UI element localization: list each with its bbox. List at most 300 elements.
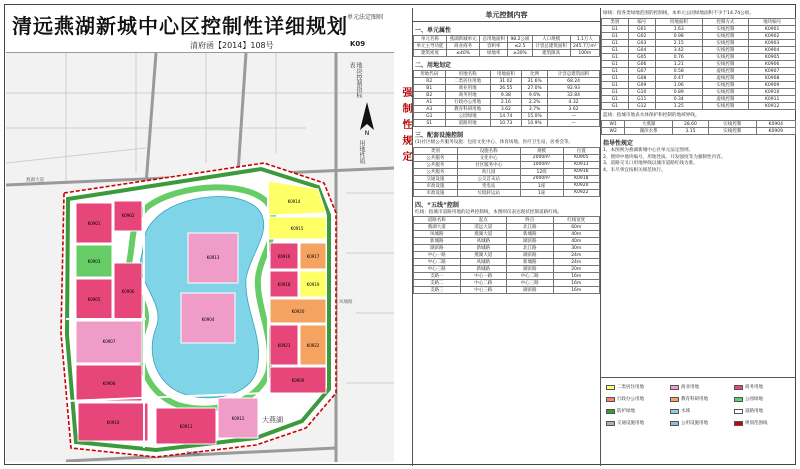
table-cell: 商业用地 [445,85,490,92]
table-cell: 中心二路 [460,280,507,287]
table-cell: 1.1万人 [570,36,599,43]
legend-label: 交通设施用地 [617,421,644,426]
table-row [414,99,600,106]
table-cell: 0.47 [655,75,702,82]
parcel-label: K0903 [87,259,101,264]
table-cell: G06 [628,61,655,68]
table-cell: 3.7% [522,106,548,113]
five-line-note: 红线：指城市道路用地的边界控制线，本图则仅表达现状控制道路红线。 [415,209,563,215]
table-cell: K0910 [749,89,796,96]
table-cell: G1 [602,26,629,33]
table-cell: 商务用地 [445,92,490,99]
table-cell: 实线控制 [702,47,749,54]
table-cell: 社区服务中心 [457,161,520,168]
facility-note: (1)社区级公共服务设施：包括文化中心、体育场地、医疗卫生站、居委会等。 [415,140,574,145]
table-cell: 100m [570,50,599,57]
table-cell: G1 [602,96,629,103]
parcel-label: K0909 [291,378,305,383]
legend-label: 规划范围线 [745,421,768,426]
legend-item [670,384,699,390]
side-note-mid: 用地性质 [358,140,365,164]
table-cell: 燕湖新城单元 [447,36,480,43]
table-cell: 31.6% [522,78,548,85]
road-red-line-table [413,216,600,294]
table-row [414,182,600,189]
parcel-label: K0922 [306,343,320,348]
table-cell: 公共服务 [414,161,458,168]
table-cell: 人口规模 [532,36,570,43]
column-header: 用地面积 [490,71,522,78]
table-cell: 变电站 [457,182,520,189]
table-cell: 10.73 [490,120,522,127]
table-cell: K0918 [563,175,599,182]
unit-attributes-table [413,35,600,57]
legend-swatch [606,421,615,426]
legend-swatch [606,385,615,390]
table-row [414,280,600,287]
table-cell: G11 [628,96,655,103]
table-cell: 2.15 [655,40,702,47]
legend-swatch [670,421,679,426]
table-cell: A3 [414,106,446,113]
column-header: 地块编号 [749,19,796,26]
table-cell: K0908 [749,75,796,82]
table-cell: — [548,113,600,120]
table-cell: 实线控制 [702,89,749,96]
column-header: 用地代码 [414,71,446,78]
parcel-label: K0910 [106,420,120,425]
table-row [414,259,600,266]
legend-item [606,396,644,402]
table-cell: K0901 [749,26,796,33]
parcel-label: K0907 [102,339,116,344]
legend-swatch [734,421,743,426]
table-cell: K0905 [749,54,796,61]
table-cell: G03 [628,40,655,47]
table-cell: 0.58 [655,68,702,75]
road-label: 凤城路 [339,300,353,305]
parcel-label: K0901 [87,221,101,226]
table-cell: 24m [553,252,600,259]
column-header: 道路名称 [414,217,461,224]
table-row [414,238,600,245]
table-cell: 公交首末站 [457,175,520,182]
table-cell: 40m [553,238,600,245]
table-cell: G08 [628,75,655,82]
table-cell: 中心三路 [414,266,461,273]
table-cell: 3.62 [490,106,522,113]
table-cell: K0906 [749,61,796,68]
legend-swatch [670,385,679,390]
table-cell: 实线控制 [702,82,749,89]
table-cell: 245.7万m² [570,43,599,50]
table-cell: S1 [414,120,446,127]
table-cell: 公园绿地 [445,113,490,120]
facility-table [413,147,600,197]
table-cell: 2000m² [520,154,563,161]
table-cell: 湖滨路 [507,287,554,294]
table-cell: 新城路 [507,259,554,266]
table-row [602,26,796,33]
table-cell: 燕湖大道 [460,252,507,259]
table-row [414,120,600,127]
table-row [414,50,600,57]
table-cell: G1 [602,68,629,75]
table-cell: 市政设施 [414,189,458,196]
table-cell: 2.2% [522,99,548,106]
table-cell: G1 [602,54,629,61]
column-header: 设施名称 [457,147,520,154]
parcel-label: K0914 [287,199,301,204]
column-header: 起点 [460,217,507,224]
table-row [602,47,796,54]
table-row [414,106,600,113]
parcel-label: K0902 [121,213,135,218]
table-row [414,85,600,92]
parcel-label: K0921 [277,343,291,348]
blue-line-note: 蓝线：指城市地表水体保护和控制的地域界线。 [603,113,700,118]
table-row [414,175,600,182]
legend-item [734,420,768,426]
table-cell: K0913 [563,161,599,168]
road-label: 燕湖大道 [26,178,44,183]
legend-swatch [606,397,615,402]
table-cell: 10.9% [522,120,548,127]
facility-table-body [414,154,600,196]
table-cell: G12 [628,103,655,110]
table-cell: G1 [602,82,629,89]
table-cell: 9.6% [522,92,548,99]
table-cell: 教育科研用地 [445,106,490,113]
table-cell: 实线控制 [708,121,756,128]
legend-swatch [734,397,743,402]
table-cell: 1.63 [655,26,702,33]
legend-label: 商业用地 [681,385,699,390]
table-cell: K0909 [756,128,795,135]
table-cell: 湖滨路 [507,238,554,245]
column-header: 位置 [563,147,599,154]
unit-code: K09 [350,40,366,48]
side-note-left: 地块控制指标表 [348,62,362,98]
table-cell: 3.15 [672,128,708,135]
parcel-label: K0919 [306,282,320,287]
table-cell: 60m [553,224,600,231]
table-cell: 2.16 [490,99,522,106]
road-label: 新城路 [186,452,200,457]
guidance-note: 2、图则中地块编号、用地性质、开发强度等为强制性内容。 [603,154,726,160]
legend-swatch [734,385,743,390]
lake-label: 大燕湖 [262,416,283,424]
table-cell: W1 [602,121,625,128]
land-use-map[interactable] [6,52,394,462]
column-header: 终点 [507,217,554,224]
table-cell: 建筑限高 [532,50,570,57]
land-use-table-body [414,78,600,127]
table-row [602,75,796,82]
table-header-row [602,19,796,26]
table-cell: 燕湖大道 [414,224,461,231]
table-cell: 实线控制 [702,54,749,61]
table-cell: 20m [553,266,600,273]
legend-item [606,384,644,390]
table-cell: 0.98 [655,33,702,40]
table-row [414,36,600,43]
table-cell: 二类居住用地 [445,78,490,85]
table-cell: 新城路 [414,238,461,245]
table-cell: G1 [602,103,629,110]
table-cell: 1座 [520,189,563,196]
section-land-use: 二、用地划定 [415,62,452,69]
table-cell: 26.55 [490,85,522,92]
column-header: 用地面积 [655,19,702,26]
table-cell: 3.62 [548,106,600,113]
table-cell: 公共服务 [414,154,458,161]
table-row [414,231,600,238]
table-cell: 4.32 [548,99,600,106]
table-cell: 1.21 [655,61,702,68]
table-cell: 30m [553,245,600,252]
table-cell: 建筑密度 [414,50,447,57]
table-cell: K0911 [749,96,796,103]
table-cell: 14.74 [490,113,522,120]
table-cell: 单元主导功能 [414,43,447,50]
table-cell: ≤2.5 [508,43,532,50]
table-cell: 1.25 [655,103,702,110]
table-cell: 新城路 [460,266,507,273]
table-row [414,113,600,120]
plan-title: 清远燕湖新城中心区控制性详细规划 [12,14,348,38]
table-cell: ≥30% [508,50,532,57]
table-cell: 9.38 [490,92,522,99]
table-cell: 16m [553,280,600,287]
table-cell: G1 [602,40,629,47]
green-line-table [601,18,796,110]
table-cell: 1座 [520,182,563,189]
table-row [414,245,600,252]
table-row [602,68,796,75]
table-cell: 凤城路 [414,231,461,238]
control-header: 单元控制内容 [413,8,600,22]
table-cell: 实线控制 [702,40,749,47]
table-cell: K0904 [749,47,796,54]
table-cell: 实线控制 [702,61,749,68]
table-cell: 凤城路 [460,238,507,245]
table-cell: 湖滨水系 [625,128,673,135]
table-cell: 中心二路 [507,273,554,280]
parcel-label: K0918 [277,282,291,287]
legend-label: 水域 [681,409,690,414]
table-cell: 商业商务 [447,43,480,50]
table-cell: G1 [602,33,629,40]
table-row [414,92,600,99]
road-table-body [414,224,600,294]
table-cell: 计容总建筑面积 [532,43,570,50]
legend-swatch [670,397,679,402]
blue-table-body [602,121,796,135]
table-cell: 实线控制 [702,33,749,40]
table-cell: 16m [553,273,600,280]
table-cell: 0.34 [655,96,702,103]
legend-label: 二类居住用地 [617,385,644,390]
table-cell: 实线控制 [708,128,756,135]
parcel-label: K0905 [87,297,101,302]
table-row [602,82,796,89]
table-cell: G04 [628,47,655,54]
table-row [602,121,796,128]
table-cell: K0902 [749,33,796,40]
parcel-label: K0915 [290,226,304,231]
table-cell: R2 [414,78,446,85]
legend-item [670,408,690,414]
table-cell: K0903 [749,40,796,47]
legend-item [670,420,708,426]
column-header: 规模 [520,147,563,154]
table-cell: 道路用地 [445,120,490,127]
table-cell: 单元名称 [414,36,447,43]
land-use-map-svg [6,53,394,462]
table-cell: 支路一 [414,273,461,280]
table-row [414,168,600,175]
table-row [414,154,600,161]
table-cell: 实线控制 [702,103,749,110]
table-cell: 16m [553,287,600,294]
guidance-note: 4、未尽事宜按相关规范执行。 [603,167,666,173]
legend-item [670,396,708,402]
table-cell: 行政办公用地 [445,99,490,106]
table-row [602,61,796,68]
table-cell: G05 [628,54,655,61]
table-cell: 湖滨路 [507,266,554,273]
section-facilities: 三、配套设施控制 [415,132,464,139]
table-cell: ≤40% [447,50,480,57]
table-cell: 北江路 [507,245,554,252]
legend-label: 公用设施用地 [681,421,708,426]
table-cell: 68.24 [548,78,600,85]
legend-item [606,408,635,414]
table-row [602,96,796,103]
column-header: 类别 [414,147,458,154]
table-cell: — [548,120,600,127]
table-cell: 总用地面积 [480,36,508,43]
parcel-label: K0917 [306,254,320,259]
table-cell: 12班 [520,168,563,175]
legend-item [606,420,644,426]
blue-line-table [601,120,796,135]
guidance-note: 1、本图则为燕湖新城中心区单元法定图则。 [603,148,694,153]
control-content-panel [412,8,600,466]
parcel-label: K0913 [206,255,220,260]
table-cell: 0.89 [655,89,702,96]
section-unit-attributes: 一、单元属性 [415,27,452,34]
table-cell: 支路二 [414,280,461,287]
table-row [414,78,600,85]
column-header: 编号 [628,19,655,26]
unit-map-header: 单元法定图则 [346,14,383,21]
table-cell: 新城路 [507,231,554,238]
table-cell: 虚线控制 [702,96,749,103]
table-row [414,266,600,273]
vertical-heading: 强制性规定 [400,87,411,167]
legend-label: 道路用地 [745,409,763,414]
table-cell: 绿地率 [480,50,508,57]
table-cell: 垃圾转运站 [457,189,520,196]
table-cell: 市政设施 [414,182,458,189]
table-row [602,128,796,135]
legend-swatch [670,409,679,414]
parcel-label: K0906 [121,289,135,294]
table-row [414,189,600,196]
table-cell: 32.84 [548,92,600,99]
parcel-label: K0916 [277,254,291,259]
table-cell: G1 [414,113,446,120]
table-cell: 2000m² [520,175,563,182]
table-cell: 文化中心 [457,154,520,161]
table-cell: G09 [628,82,655,89]
table-cell: 北江路 [507,224,554,231]
table-cell: 中心一路 [414,252,461,259]
document-number: 清府函【2014】108号 [190,41,274,50]
land-use-table [413,70,600,127]
table-cell: 新城路 [460,245,507,252]
table-cell: 湖滨路 [507,252,554,259]
table-cell: K0904 [756,121,795,128]
table-cell: 虚线控制 [702,75,749,82]
table-cell: 24m [553,259,600,266]
table-row [414,273,600,280]
table-cell: G01 [628,26,655,33]
table-cell: 中心二路 [414,259,461,266]
table-cell: 交通设施 [414,175,458,182]
green-table-body [602,26,796,110]
table-header-row [414,217,600,224]
table-cell: 1.06 [655,82,702,89]
table-cell: 支路三 [414,287,461,294]
table-row [602,54,796,61]
table-cell: A1 [414,99,446,106]
table-cell: 40m [553,231,600,238]
table-cell: 湖滨路 [414,245,461,252]
table-row [414,161,600,168]
table-row [414,252,600,259]
table-cell: K0922 [563,189,599,196]
table-cell: 大燕湖 [625,121,673,128]
green-line-note: 绿线：指各类绿地范围的控制线，本单元公园绿地面积不少于14.74公顷。 [603,11,754,16]
legend-item [734,384,763,390]
table-cell: 27.0% [522,85,548,92]
table-row [602,33,796,40]
svg-text:N: N [364,130,370,136]
column-header: 计容总建筑面积 [548,71,600,78]
table-cell: K0912 [749,103,796,110]
table-cell: K0905 [563,154,599,161]
legend-label: 商务用地 [745,385,763,390]
column-header: 比例 [522,71,548,78]
guidance-title: 指导性规定 [603,140,634,147]
table-cell: 31.02 [490,78,522,85]
legend-item [734,408,763,414]
legend-label: 教育科研用地 [681,397,708,402]
table-cell: G1 [602,89,629,96]
column-header: 红线宽度 [553,217,600,224]
section-five-lines: 四、“五线”控制 [415,201,459,209]
table-header-row [414,71,600,78]
table-cell: 实线控制 [702,26,749,33]
legend-item [734,396,763,402]
table-cell: 幼儿园 [457,168,520,175]
table-cell: 燕湖大道 [460,231,507,238]
table-cell: 0.76 [655,54,702,61]
legend-swatch [734,409,743,414]
